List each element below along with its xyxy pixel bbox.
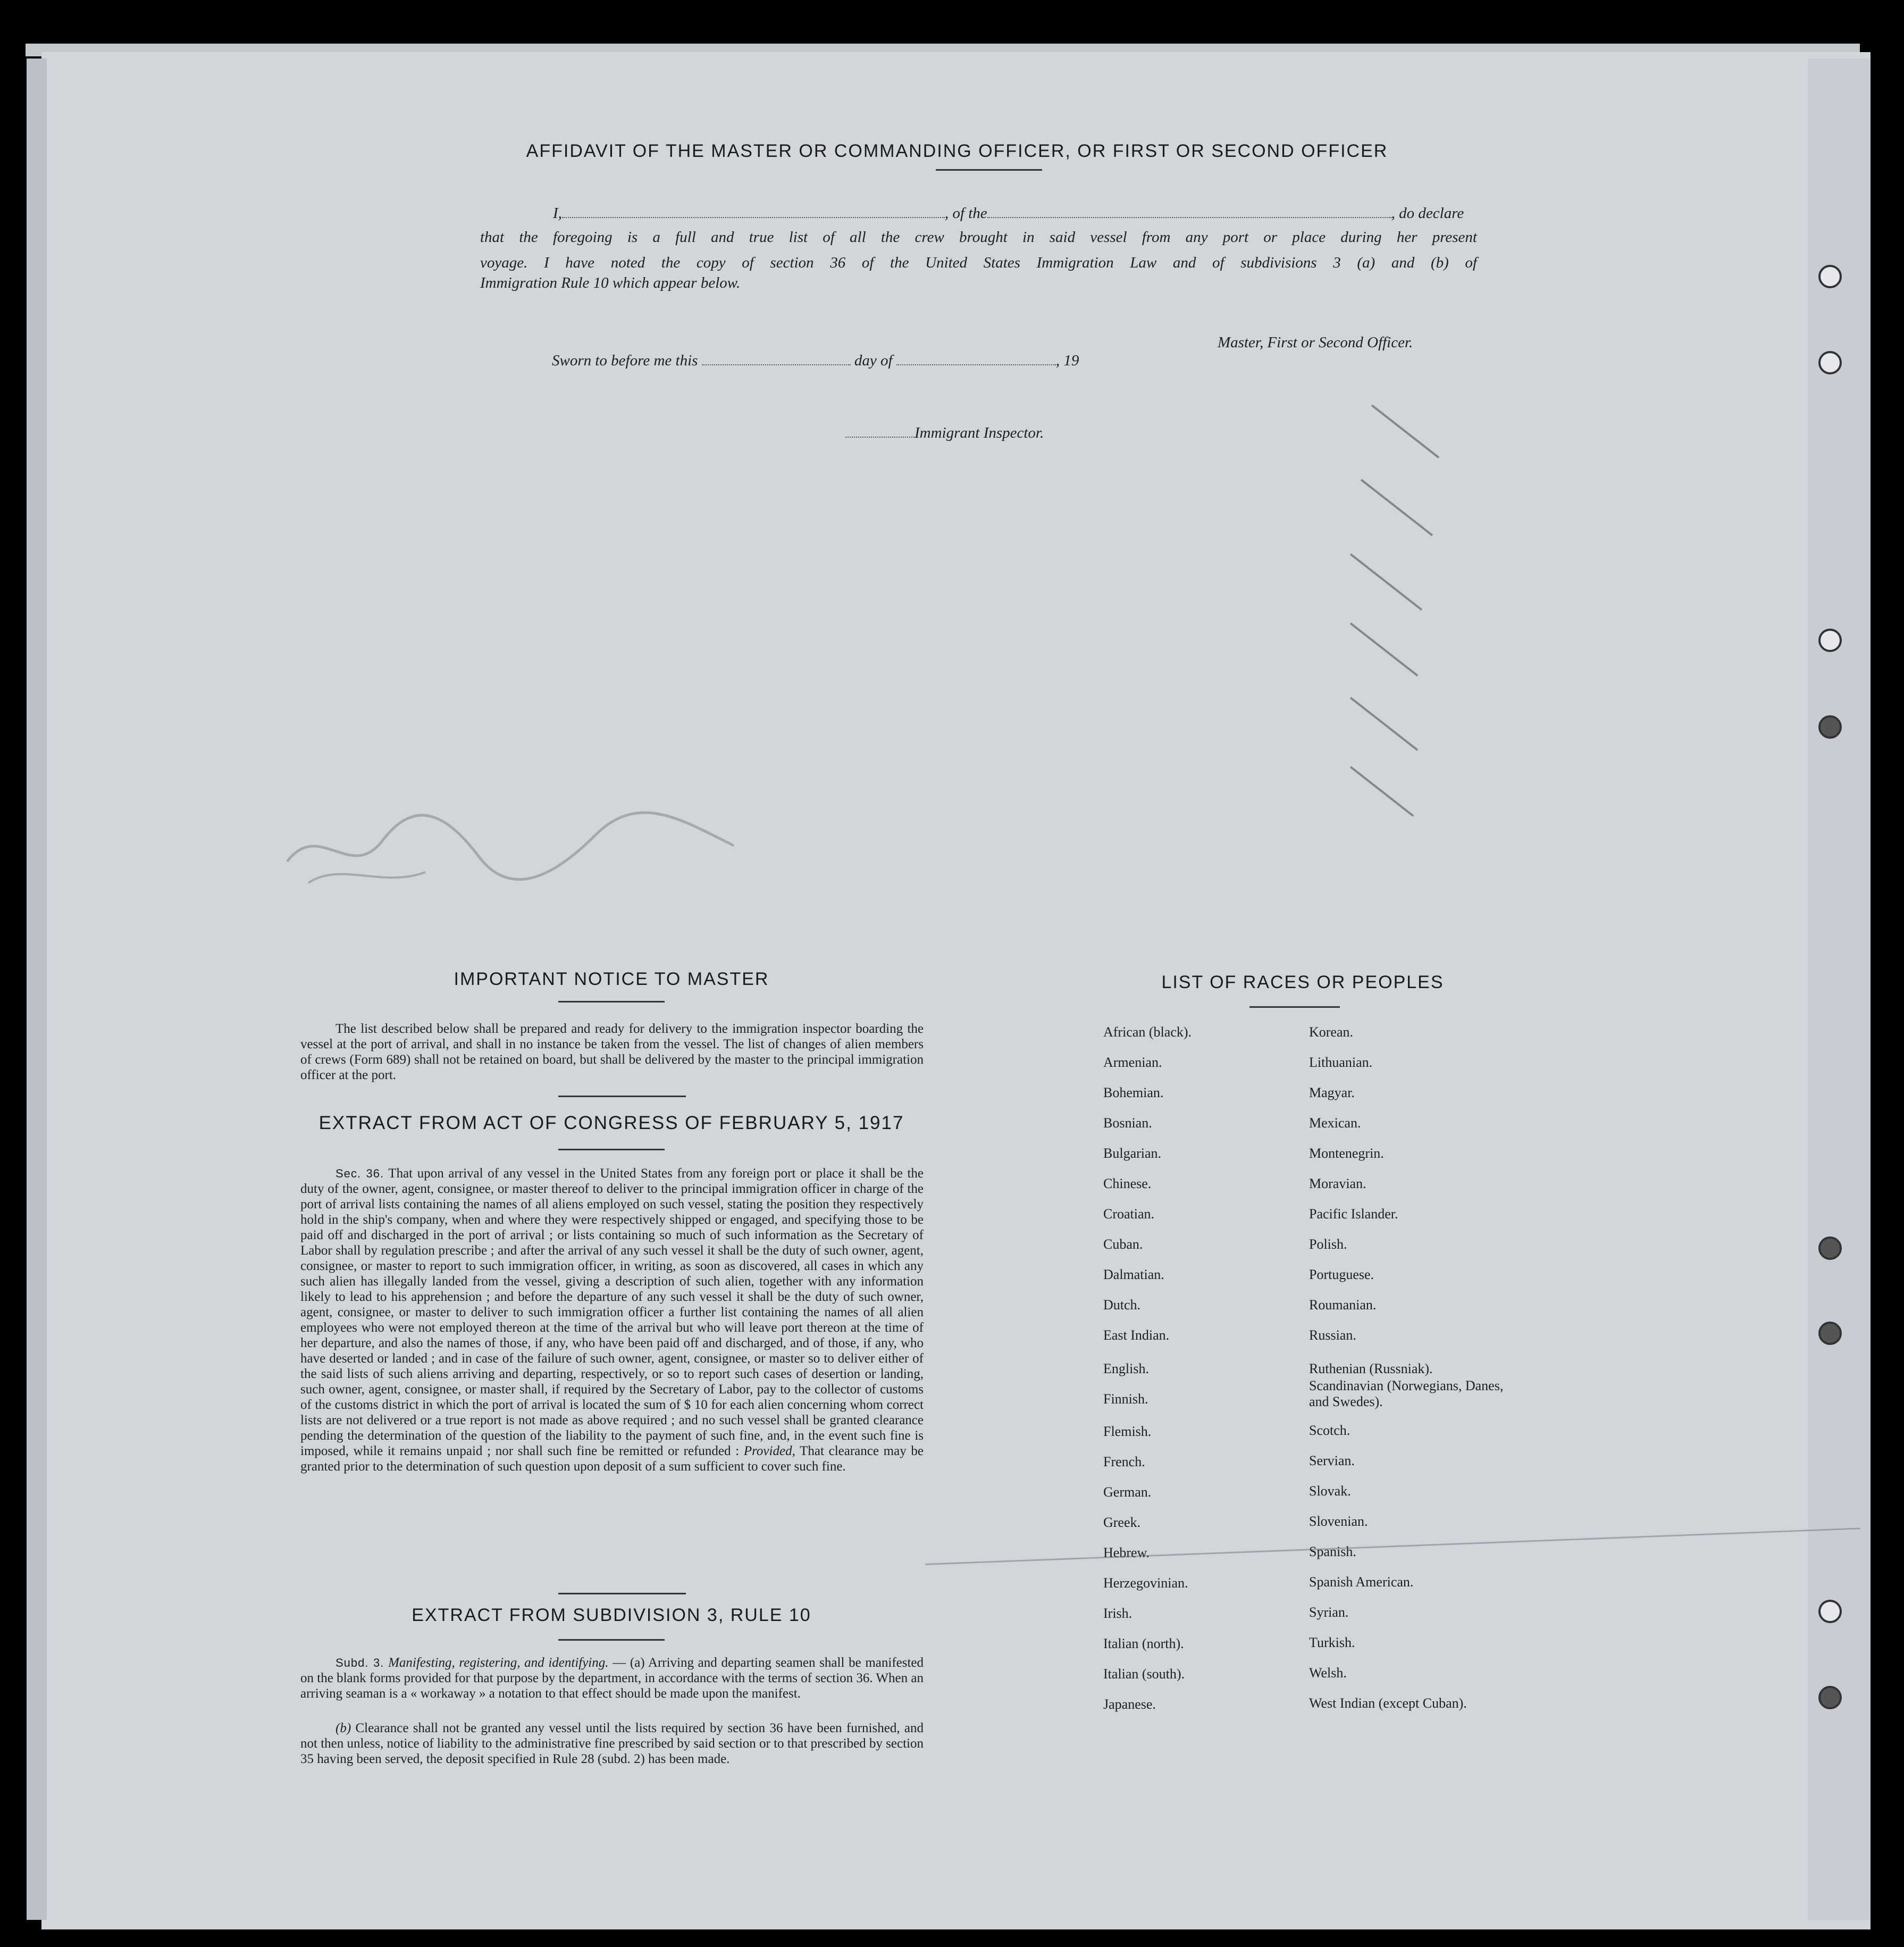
- race-item: French.: [1103, 1454, 1145, 1469]
- act-provided: Provided,: [743, 1444, 795, 1458]
- race-item: Polish.: [1309, 1236, 1347, 1252]
- notice-title: IMPORTANT NOTICE TO MASTER: [454, 969, 769, 989]
- race-item: Scandinavian (Norwegians, Danes, and Swedes).: [1309, 1378, 1504, 1409]
- inspector-label: Immigrant Inspector.: [915, 424, 1044, 441]
- inspector-blank[interactable]: [845, 437, 915, 438]
- affidavit-title-rule: [936, 169, 1042, 171]
- punch-hole: [1818, 265, 1842, 288]
- affidavit-line-1: [553, 205, 1464, 222]
- race-item: Mexican.: [1309, 1115, 1361, 1131]
- affidavit-title: AFFIDAVIT OF THE MASTER OR COMMANDING OFFICER, OR FIRST OR SECOND OFFICER: [526, 141, 1388, 161]
- race-item: Ruthenian (Russniak).: [1309, 1361, 1433, 1376]
- races-title-rule: [1249, 1006, 1340, 1008]
- race-item: Japanese.: [1103, 1697, 1156, 1712]
- race-item: Magyar.: [1309, 1085, 1355, 1100]
- race-item: Bosnian.: [1103, 1115, 1152, 1131]
- faint-signature: [276, 798, 755, 893]
- race-item: Hebrew.: [1103, 1545, 1150, 1560]
- race-item: Flemish.: [1103, 1424, 1152, 1439]
- month-blank[interactable]: [896, 364, 1056, 365]
- affidavit-line-4: Immigration Rule 10 which appear below.: [480, 274, 741, 291]
- races-right-column: [1309, 1024, 1532, 1726]
- rule-title: EXTRACT FROM SUBDIVISION 3, RULE 10: [412, 1605, 811, 1625]
- race-item: West Indian (except Cuban).: [1309, 1695, 1467, 1711]
- race-item: African (black).: [1103, 1024, 1192, 1040]
- race-item: Bohemian.: [1103, 1085, 1164, 1100]
- race-item: Servian.: [1309, 1453, 1355, 1468]
- right-margin-strip: [1808, 59, 1871, 1920]
- sworn-line: [552, 352, 1079, 370]
- act-rule: [558, 1593, 686, 1594]
- rule-a-text: — (a) Arriving and departing seamen shall be manifested on the blank forms provided for that purpose by the department, in accordance with the terms of section 36. When an arriving seaman is a « workaway » a notation to that effect should be made upon the manifest.: [300, 1656, 924, 1701]
- act-tail: That clearance may be granted prior to the determination of such question upon deposit of a sum sufficient to cover such fine.: [300, 1444, 924, 1474]
- act-text: [300, 1166, 924, 1474]
- rule-title-rule: [558, 1639, 665, 1641]
- race-item: Irish.: [1103, 1606, 1133, 1621]
- race-item: Italian (north).: [1103, 1636, 1184, 1651]
- race-item: Russian.: [1309, 1327, 1356, 1343]
- name-blank[interactable]: [562, 217, 945, 218]
- race-item: Moravian.: [1309, 1176, 1366, 1191]
- race-item: Dalmatian.: [1103, 1267, 1164, 1282]
- day-of-label: day of: [854, 352, 893, 369]
- affidavit-of-the: , of the: [944, 205, 987, 222]
- punch-hole: [1818, 1686, 1842, 1709]
- race-item: Pacific Islander.: [1309, 1206, 1398, 1222]
- race-item: Armenian.: [1103, 1055, 1162, 1070]
- punch-hole: [1818, 1600, 1842, 1623]
- punch-hole: [1818, 1322, 1842, 1345]
- rule-subd-label: Subd. 3.: [335, 1656, 384, 1669]
- rule-b-text: Clearance shall not be granted any vessel until the lists required by section 36 have been furnished, and not then unless, notice of liability to the administrative fine prescribed by said section or to that prescribed by section 35 having been served, the deposit specified in Rule 28 (subd. 2) has been made.: [300, 1721, 924, 1766]
- race-item: Croatian.: [1103, 1206, 1155, 1222]
- act-title-rule: [558, 1149, 665, 1150]
- act-section-label: Sec. 36.: [335, 1167, 384, 1180]
- race-item: English.: [1103, 1361, 1149, 1376]
- race-item: Bulgarian.: [1103, 1146, 1162, 1161]
- race-item: East Indian.: [1103, 1327, 1170, 1343]
- race-item: Spanish.: [1309, 1544, 1356, 1559]
- race-item: Italian (south).: [1103, 1666, 1185, 1682]
- notice-rule: [558, 1096, 686, 1097]
- notice-title-rule: [558, 1001, 665, 1002]
- race-item: Roumanian.: [1309, 1297, 1377, 1313]
- race-item: Finnish.: [1103, 1391, 1148, 1407]
- day-blank[interactable]: [702, 364, 851, 365]
- affidavit-do-declare: , do declare: [1391, 205, 1464, 222]
- races-title: LIST OF RACES OR PEOPLES: [1161, 972, 1444, 992]
- year-label: , 19: [1055, 352, 1079, 369]
- race-item: Welsh.: [1309, 1665, 1347, 1681]
- race-item: Herzegovinian.: [1103, 1575, 1188, 1591]
- race-item: Portuguese.: [1309, 1267, 1374, 1282]
- race-item: Scotch.: [1309, 1423, 1351, 1438]
- race-item: Slovak.: [1309, 1483, 1351, 1499]
- notice-text: The list described below shall be prepared and ready for delivery to the immigration inspector boarding the vessel at the port of arrival, and shall in no instance be taken from the vessel. The list of changes of alien members of crews (Form 689) shall not be retained on board, but shall be delivered by the master to the principal immigration officer at the port.: [300, 1022, 924, 1082]
- race-item: Turkish.: [1309, 1635, 1355, 1650]
- affidavit-i-label: I,: [553, 205, 562, 222]
- document-page: [41, 52, 1871, 1929]
- punch-hole: [1818, 1236, 1842, 1260]
- affidavit-line-2: that the foregoing is a full and true list of all the crew brought in said vessel from any port or place during her present: [480, 229, 1477, 246]
- master-signature-label: Master, First or Second Officer.: [1218, 334, 1413, 351]
- binding-strip: [27, 59, 47, 1920]
- rule-heading: Manifesting, registering, and identifying.: [388, 1656, 609, 1670]
- rule-text-b: [300, 1720, 924, 1767]
- races-left-column: [1103, 1024, 1295, 1727]
- affidavit-line-3: voyage. I have noted the copy of section 36 of the United States Immigration Law and of subdivisions 3 (a) and (b) of: [480, 254, 1477, 271]
- sworn-label: Sworn to before me this: [552, 352, 698, 369]
- race-item: Korean.: [1309, 1024, 1354, 1040]
- punch-hole: [1818, 351, 1842, 374]
- inspector-line: [845, 424, 1044, 442]
- punch-hole: [1818, 715, 1842, 739]
- act-body: That upon arrival of any vessel in the United States from any foreign port or place it shall be the duty of the owner, agent, consignee, or master thereof to deliver to the principal immigration officer in charge of the port of arrival lists containing the names of all aliens employed on such vessel, stating the position they respectively hold in the ship's company, when and where they were respectively shipped or engaged, and specifying those to be paid off and discharged in the port of arrival ; or lists containing so much of such information as the Secretary of Labor shall by regulation prescribe ; and after the arrival of any such vessel it shall be the duty of such owner, agent, consignee, or master to report to such immigration officer, in writing, as soon as discovered, all cases in which any such alien has illegally landed from the vessel, giving a description of such alien, together with any information likely to lead to his apprehension ; and before the departure of any such vessel it shall be the duty of such owner, agent, consignee, or master to deliver to such immigration officer a further list containing the names of all alien employees who were not employed thereon at the time of the arrival but who will leave port thereon at the time of her departure, and also the names of those, if any, who have been paid off and discharged, and of those, if any, who have deserted or landed ; and in case of the failure of such owner, agent, consignee, or master so to deliver either of the said lists of such aliens arriving and departing, respectively, or so to report such cases of desertion or landing, such owner, agent, consignee, or master shall, if required by the Secretary of Labor, pay to the collector of customs of the customs district in which the port of arrival is located the sum of $ 10 for each alien concerning whom correct lists are not delivered or a true report is not made as above required ; and no such vessel shall be granted clearance pending the determination of the question of the liability to the payment of such fine, and, in the event such fine is imposed, while it remains unpaid ; nor shall such fine be remitted or refunded :: [300, 1166, 924, 1458]
- race-item: Montenegrin.: [1309, 1146, 1384, 1161]
- race-item: Chinese.: [1103, 1176, 1152, 1191]
- race-item: Slovenian.: [1309, 1514, 1368, 1529]
- race-item: Dutch.: [1103, 1297, 1141, 1313]
- race-item: Spanish American.: [1309, 1574, 1414, 1590]
- vessel-blank[interactable]: [987, 217, 1391, 218]
- rule-text-a: [300, 1655, 924, 1701]
- race-item: German.: [1103, 1484, 1152, 1500]
- race-item: Syrian.: [1309, 1605, 1349, 1620]
- race-item: Greek.: [1103, 1515, 1141, 1530]
- rule-b-label: (b): [335, 1721, 351, 1735]
- race-item: Lithuanian.: [1309, 1055, 1373, 1070]
- punch-hole: [1818, 629, 1842, 652]
- act-title: EXTRACT FROM ACT OF CONGRESS OF FEBRUARY 5, 1917: [318, 1113, 904, 1133]
- race-item: Cuban.: [1103, 1236, 1143, 1252]
